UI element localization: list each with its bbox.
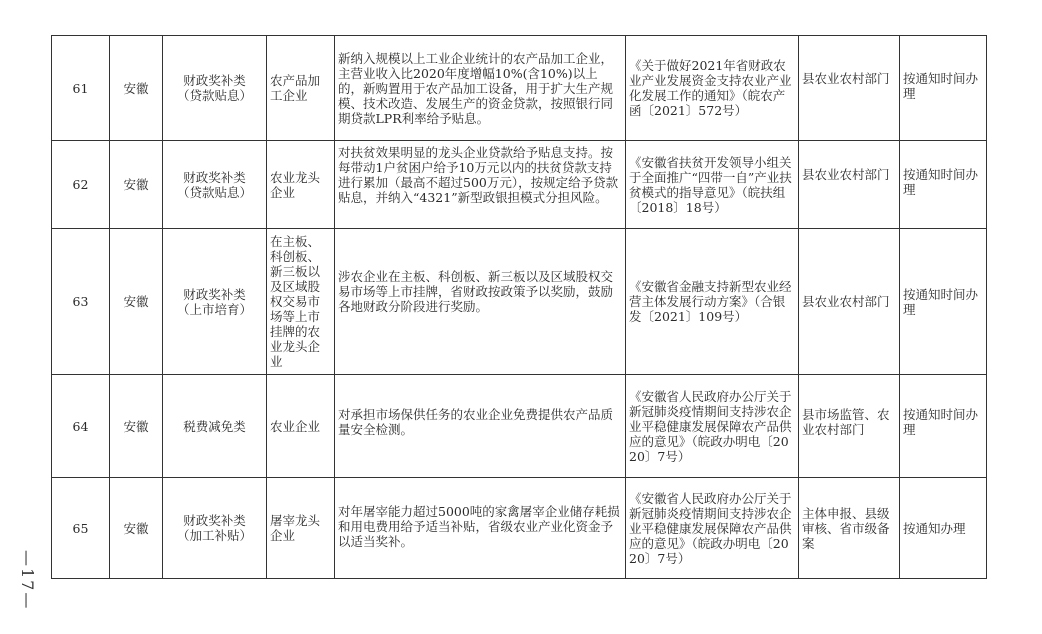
table-row xyxy=(52,375,987,478)
category-cell: 税费减免类 xyxy=(163,375,267,478)
content-cell: 新纳入规模以上工业企业统计的农产品加工企业，主营业收入比2020年度增幅10%(含10%)以上的，新购置用于农产品加工设备，用于扩大生产规模、技术改造、发展生产的资金贷款，按照银行同期贷款LPR利率给予贴息。 xyxy=(335,36,626,141)
time-cell: 按通知时间办理 xyxy=(900,375,987,478)
time-cell: 按通知办理 xyxy=(900,478,987,579)
row-number: 61 xyxy=(52,36,110,141)
table-row xyxy=(52,229,987,375)
department-cell: 县农业农村部门 xyxy=(799,36,900,141)
department-cell: 主体申报、县级审核、省市级备案 xyxy=(799,478,900,579)
basis-cell: 《安徽省金融支持新型农业经营主体发展行动方案》（合银发〔2021〕109号） xyxy=(626,229,799,375)
department-cell: 县市场监管、农业农村部门 xyxy=(799,375,900,478)
content-cell: 对扶贫效果明显的龙头企业贷款给予贴息支持。按每带动1户贫困户给予10万元以内的扶贫贷款支持进行累加（最高不超过500万元），按规定给予贷款贴息，并纳入“4321”新型政银担模式分担风险。 xyxy=(335,141,626,229)
content-cell: 对年屠宰能力超过5000吨的家禽屠宰企业储存耗损和用电费用给予适当补贴，省级农业产业化资金予以适当奖补。 xyxy=(335,478,626,579)
target-cell: 屠宰龙头 企业 xyxy=(267,478,335,579)
table-row xyxy=(52,141,987,229)
row-number: 62 xyxy=(52,141,110,229)
basis-cell: 《安徽省人民政府办公厅关于新冠肺炎疫情期间支持涉农企业平稳健康发展保障农产品供应的意见》（皖政办明电〔2020〕7号） xyxy=(626,478,799,579)
target-cell: 农业企业 xyxy=(267,375,335,478)
category-cell: 财政奖补类 （上市培育） xyxy=(163,229,267,375)
category-cell: 财政奖补类 （加工补贴） xyxy=(163,478,267,579)
target-cell: 农产品加 工企业 xyxy=(267,36,335,141)
row-number: 65 xyxy=(52,478,110,579)
basis-cell: 《安徽省扶贫开发领导小组关于全面推广“四带一自”产业扶贫模式的指导意见》（皖扶组〔2018〕18号） xyxy=(626,141,799,229)
table-row xyxy=(52,478,987,579)
content-cell: 涉农企业在主板、科创板、新三板以及区域股权交易市场等上市挂牌，省财政按政策予以奖励，鼓励各地财政分阶段进行奖励。 xyxy=(335,229,626,375)
time-cell: 按通知时间办理 xyxy=(900,229,987,375)
policy-table xyxy=(51,35,987,579)
province-cell: 安徽 xyxy=(110,141,163,229)
content-cell: 对承担市场保供任务的农业企业免费提供农产品质量安全检测。 xyxy=(335,375,626,478)
target-cell: 农业龙头 企业 xyxy=(267,141,335,229)
target-cell: 在主板、科创板、新三板以及区域股权交易市场等上市挂牌的农业龙头企业 xyxy=(267,229,335,375)
basis-cell: 《安徽省人民政府办公厅关于新冠肺炎疫情期间支持涉农企业平稳健康发展保障农产品供应的意见》（皖政办明电〔2020〕7号） xyxy=(626,375,799,478)
time-cell: 按通知时间办理 xyxy=(900,141,987,229)
province-cell: 安徽 xyxy=(110,375,163,478)
table-row xyxy=(52,36,987,141)
page-number: —17— xyxy=(18,550,37,611)
row-number: 64 xyxy=(52,375,110,478)
province-cell: 安徽 xyxy=(110,229,163,375)
row-number: 63 xyxy=(52,229,110,375)
department-cell: 县农业农村部门 xyxy=(799,141,900,229)
province-cell: 安徽 xyxy=(110,478,163,579)
time-cell: 按通知时间办理 xyxy=(900,36,987,141)
basis-cell: 《关于做好2021年省财政农业产业发展资金支持农业产业化发展工作的通知》（皖农产函〔2021〕572号） xyxy=(626,36,799,141)
province-cell: 安徽 xyxy=(110,36,163,141)
department-cell: 县农业农村部门 xyxy=(799,229,900,375)
category-cell: 财政奖补类 （贷款贴息） xyxy=(163,141,267,229)
category-cell: 财政奖补类 （贷款贴息） xyxy=(163,36,267,141)
